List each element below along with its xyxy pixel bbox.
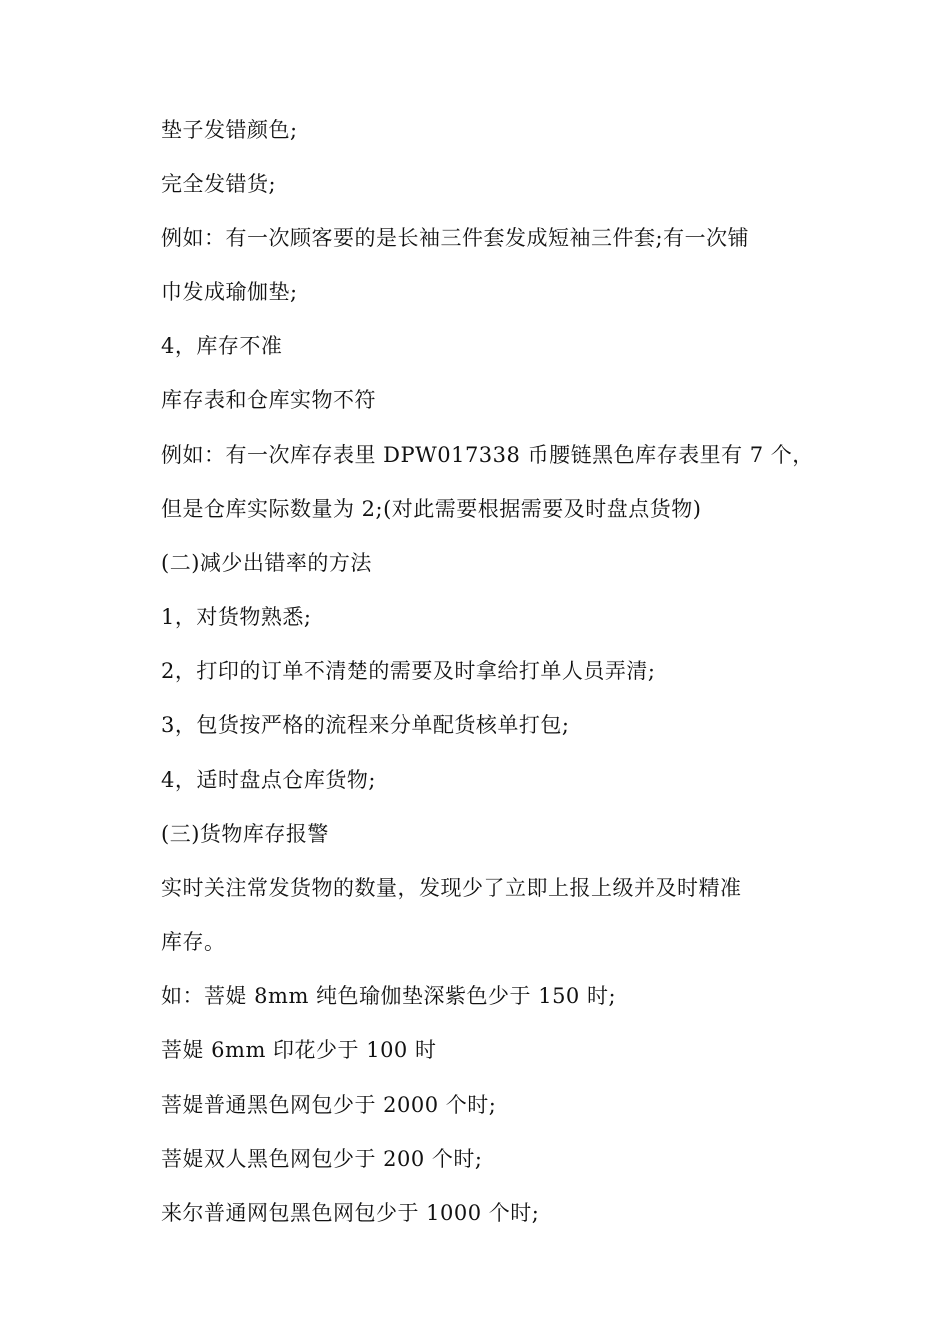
text-line: 库存。 <box>161 930 226 954</box>
text-line: 菩媞 6mm 印花少于 100 时 <box>161 1038 437 1062</box>
text-line: 但是仓库实际数量为 2;(对此需要根据需要及时盘点货物) <box>161 497 702 521</box>
text-line: 例如：有一次库存表里 DPW017338 币腰链黑色库存表里有 7 个， <box>161 443 814 467</box>
text-line: 例如：有一次顾客要的是长袖三件套发成短袖三件套;有一次铺 <box>161 226 750 250</box>
text-line: 菩媞普通黑色网包少于 2000 个时; <box>161 1093 497 1117</box>
list-item: 1，对货物熟悉; <box>161 605 312 629</box>
section-heading: 4，库存不准 <box>161 334 283 358</box>
text-line: 巾发成瑜伽垫; <box>161 280 298 304</box>
list-item: 4，适时盘点仓库货物; <box>161 768 376 792</box>
text-line: 来尔普通网包黑色网包少于 1000 个时; <box>161 1201 540 1225</box>
text-line: 垫子发错颜色; <box>161 118 298 142</box>
list-item: 3，包货按严格的流程来分单配货核单打包; <box>161 713 570 737</box>
text-line: 如：菩媞 8mm 纯色瑜伽垫深紫色少于 150 时; <box>161 984 617 1008</box>
text-line: 完全发错货; <box>161 172 277 196</box>
section-heading: (二)减少出错率的方法 <box>161 551 372 575</box>
text-line: 库存表和仓库实物不符 <box>161 388 376 412</box>
text-line: 菩媞双人黑色网包少于 200 个时; <box>161 1147 483 1171</box>
list-item: 2，打印的订单不清楚的需要及时拿给打单人员弄清; <box>161 659 656 683</box>
text-line: 实时关注常发货物的数量，发现少了立即上报上级并及时精准 <box>161 876 742 900</box>
section-heading: (三)货物库存报警 <box>161 822 329 846</box>
